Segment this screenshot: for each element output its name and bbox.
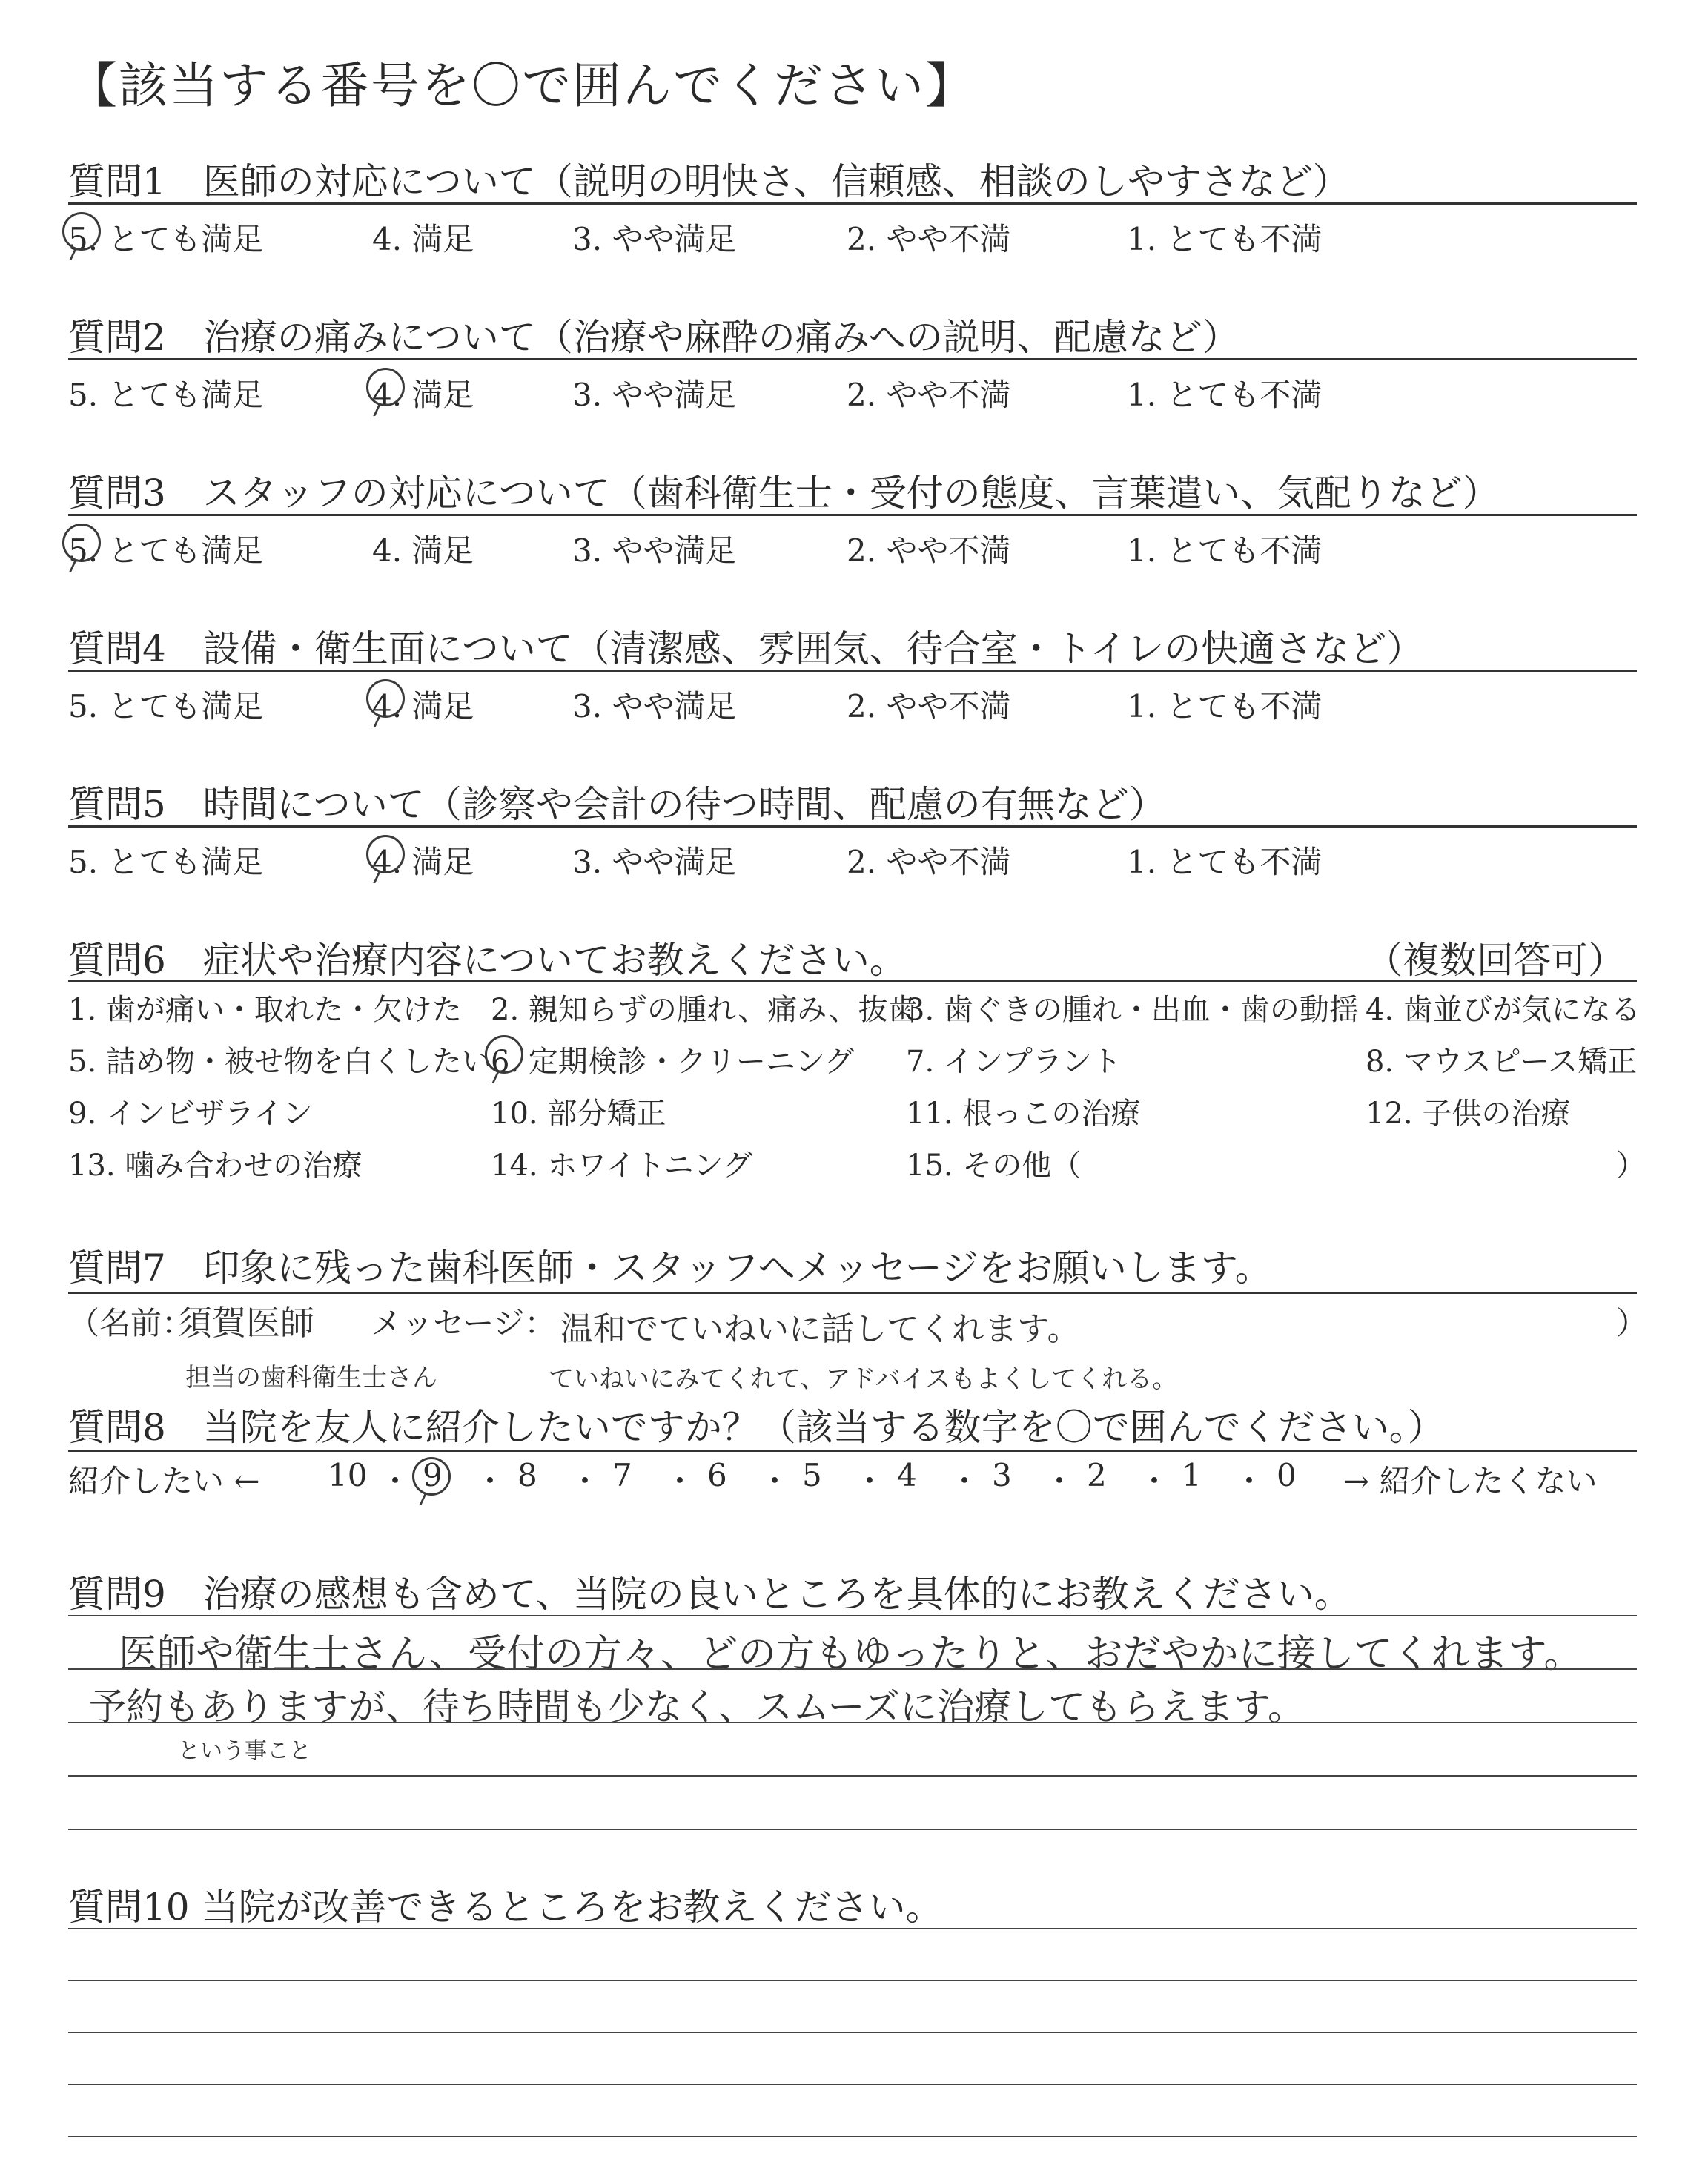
q6-other-close-paren: ）: [1616, 1149, 1646, 1183]
q3-option-1[interactable]: 1. とても不満: [1127, 532, 1323, 569]
q8-separator: ・: [474, 1463, 506, 1499]
page-title: 【該当する番号を〇で囲んでください】: [68, 57, 976, 114]
q9-insert-note[interactable]: という事こと: [178, 1738, 311, 1764]
q9-line-4: [68, 1775, 1637, 1777]
selection-circle-icon: [366, 679, 405, 718]
q6-option-5[interactable]: 5. 詰め物・被せ物を白くしたい: [68, 1045, 491, 1079]
q8-score-6[interactable]: 6: [707, 1457, 727, 1493]
selection-circle-icon: [366, 835, 405, 873]
q6-option-10[interactable]: 10. 部分矯正: [491, 1097, 666, 1131]
q1-options: [68, 215, 1625, 260]
q6-option-9[interactable]: 9. インビザライン: [68, 1097, 313, 1131]
q1-option-1[interactable]: 1. とても不満: [1127, 221, 1323, 257]
q8-score-0[interactable]: 0: [1277, 1457, 1297, 1493]
selection-circle-icon: [62, 212, 101, 251]
q6-option-8[interactable]: 8. マウスピース矯正: [1366, 1045, 1638, 1079]
q6-option-15[interactable]: 15. その他（: [906, 1149, 1082, 1183]
q3-option-3[interactable]: 3. やや満足: [572, 532, 737, 569]
q6-option-7[interactable]: 7. インプラント: [906, 1045, 1122, 1079]
q2-option-4[interactable]: 4. 満足: [372, 371, 474, 415]
q8-score-4[interactable]: 4: [897, 1457, 917, 1493]
q1-option-5[interactable]: 5. とても満足: [68, 215, 263, 260]
q7-rule: [68, 1292, 1637, 1294]
q8-score-5[interactable]: 5: [802, 1457, 822, 1493]
q8-separator: ・: [949, 1463, 981, 1499]
q4-option-5[interactable]: 5. とても満足: [68, 688, 264, 724]
q4-rule: [68, 670, 1637, 672]
q1-rule: [68, 202, 1637, 205]
q10-line-4: [68, 2084, 1637, 2085]
q6-option-11[interactable]: 11. 根っこの治療: [906, 1097, 1141, 1131]
q2-option-5[interactable]: 5. とても満足: [68, 377, 264, 413]
q4-option-4[interactable]: 4. 満足: [372, 682, 474, 727]
selection-circle-icon: [412, 1457, 451, 1496]
q10-heading: 質問10 当院が改善できるところをお教えください。: [68, 1886, 943, 1929]
q1-option-2[interactable]: 2. やや不満: [847, 221, 1011, 257]
q9-line-5: [68, 1829, 1637, 1830]
q7-message-label: メッセージ：: [371, 1305, 556, 1341]
q9-answer-line-2[interactable]: 予約もありますが、待ち時間も少なく、スムーズに治療してもらえます。: [89, 1685, 1305, 1728]
q6-option-2[interactable]: 2. 親知らずの腫れ、痛み、抜歯: [491, 993, 918, 1027]
q8-right-label: → 紹介したくない: [1343, 1463, 1598, 1499]
q8-separator: ・: [569, 1463, 601, 1499]
q4-options: [68, 682, 1625, 727]
q1-heading: 質問1 医師の対応について（説明の明快さ、信頼感、相談のしやすさなど）: [68, 160, 1350, 203]
q4-option-3[interactable]: 3. やや満足: [572, 688, 737, 724]
q7-message-value-2[interactable]: ていねいにみてくれて、アドバイスもよくしてくれる。: [549, 1364, 1178, 1394]
q3-heading: 質問3 スタッフの対応について（歯科衛生士・受付の態度、言葉遣い、気配りなど）: [68, 472, 1500, 515]
q8-separator: ・: [1234, 1463, 1265, 1499]
q3-rule: [68, 514, 1637, 516]
q8-separator: ・: [1044, 1463, 1076, 1499]
q10-line-2: [68, 1980, 1637, 1981]
q5-option-5[interactable]: 5. とても満足: [68, 844, 264, 880]
q3-option-4[interactable]: 4. 満足: [372, 532, 474, 569]
q2-option-2[interactable]: 2. やや不満: [847, 377, 1011, 413]
q1-option-4[interactable]: 4. 満足: [372, 221, 474, 257]
q7-heading: 質問7 印象に残った歯科医師・スタッフへメッセージをお願いします。: [68, 1246, 1272, 1289]
q8-score-10[interactable]: 10: [328, 1457, 368, 1493]
q7-name-value[interactable]: 須賀医師: [178, 1303, 314, 1343]
q8-score-3[interactable]: 3: [992, 1457, 1012, 1493]
q8-separator: ・: [854, 1463, 886, 1499]
q9-line-2: [68, 1668, 1637, 1670]
q5-options: [68, 838, 1625, 882]
q6-option-6[interactable]: 6. 定期検診・クリーニング: [491, 1038, 854, 1080]
q3-option-2[interactable]: 2. やや不満: [847, 532, 1011, 569]
q10-line-3: [68, 2032, 1637, 2033]
q2-option-3[interactable]: 3. やや満足: [572, 377, 737, 413]
q3-option-5[interactable]: 5. とても満足: [68, 526, 263, 571]
q6-option-4[interactable]: 4. 歯並びが気になる: [1366, 993, 1641, 1027]
q5-option-4[interactable]: 4. 満足: [372, 838, 474, 882]
q8-score-8[interactable]: 8: [517, 1457, 537, 1493]
q8-rule: [68, 1450, 1637, 1452]
q5-option-3[interactable]: 3. やや満足: [572, 844, 737, 880]
q5-option-2[interactable]: 2. やや不満: [847, 844, 1011, 880]
q2-rule: [68, 358, 1637, 360]
q6-heading: 質問6 症状や治療内容についてお教えください。: [68, 939, 907, 982]
q8-score-2[interactable]: 2: [1087, 1457, 1107, 1493]
q7-name-label: （名前：: [68, 1305, 193, 1341]
q6-option-14[interactable]: 14. ホワイトニング: [491, 1149, 752, 1183]
q8-separator: ・: [759, 1463, 791, 1499]
selection-circle-icon: [62, 524, 101, 562]
q8-score-7[interactable]: 7: [612, 1457, 632, 1493]
q9-answer-line-1[interactable]: 医師や衛生士さん、受付の方々、どの方もゆったりと、おだやかに接してくれます。: [119, 1632, 1583, 1677]
q7-message-value[interactable]: 温和でていねいに話してくれます。: [560, 1310, 1080, 1348]
q5-rule: [68, 825, 1637, 828]
q7-close-paren: ）: [1616, 1305, 1648, 1341]
q4-option-2[interactable]: 2. やや不満: [847, 688, 1011, 724]
q4-option-1[interactable]: 1. とても不満: [1127, 688, 1323, 724]
q8-separator: ・: [664, 1463, 696, 1499]
q4-heading: 質問4 設備・衛生面について（清潔感、雰囲気、待合室・トイレの快適さなど）: [68, 627, 1424, 670]
q9-line-1: [68, 1615, 1637, 1616]
q8-separator: ・: [380, 1463, 411, 1499]
selection-circle-icon: [366, 368, 405, 406]
q8-score-9[interactable]: 9: [423, 1457, 443, 1493]
q6-option-13[interactable]: 13. 噛み合わせの治療: [68, 1149, 363, 1183]
q6-option-12[interactable]: 12. 子供の治療: [1366, 1097, 1571, 1131]
q10-line-1: [68, 1928, 1637, 1929]
q9-line-3: [68, 1722, 1637, 1723]
q9-heading: 質問9 治療の感想も含めて、当院の良いところを具体的にお教えください。: [68, 1573, 1351, 1616]
q6-rule: [68, 980, 1637, 982]
q8-heading: 質問8 当院を友人に紹介したいですか？（該当する数字を〇で囲んでください。）: [68, 1406, 1445, 1449]
q1-option-3[interactable]: 3. やや満足: [572, 221, 737, 257]
q2-option-1[interactable]: 1. とても不満: [1127, 377, 1323, 413]
q2-heading: 質問2 治療の痛みについて（治療や麻酔の痛みへの説明、配慮など）: [68, 316, 1239, 359]
q8-separator: ・: [1139, 1463, 1171, 1499]
selection-circle-icon: [485, 1035, 523, 1074]
q6-option-1[interactable]: 1. 歯が痛い・取れた・欠けた: [68, 993, 462, 1027]
q2-options: [68, 371, 1625, 415]
q5-option-1[interactable]: 1. とても不満: [1127, 844, 1323, 880]
q6-option-3[interactable]: 3. 歯ぐきの腫れ・出血・歯の動揺: [906, 993, 1359, 1027]
q8-left-label: 紹介したい ←: [68, 1463, 260, 1499]
q5-heading: 質問5 時間について（診察や会計の待つ時間、配慮の有無など）: [68, 783, 1166, 826]
q3-options: [68, 526, 1625, 571]
q10-line-5: [68, 2136, 1637, 2137]
q7-name-value-2[interactable]: 担当の歯科衛生士さん: [185, 1363, 437, 1393]
q8-score-1[interactable]: 1: [1182, 1457, 1202, 1493]
q6-note: （複数回答可）: [1366, 939, 1625, 982]
